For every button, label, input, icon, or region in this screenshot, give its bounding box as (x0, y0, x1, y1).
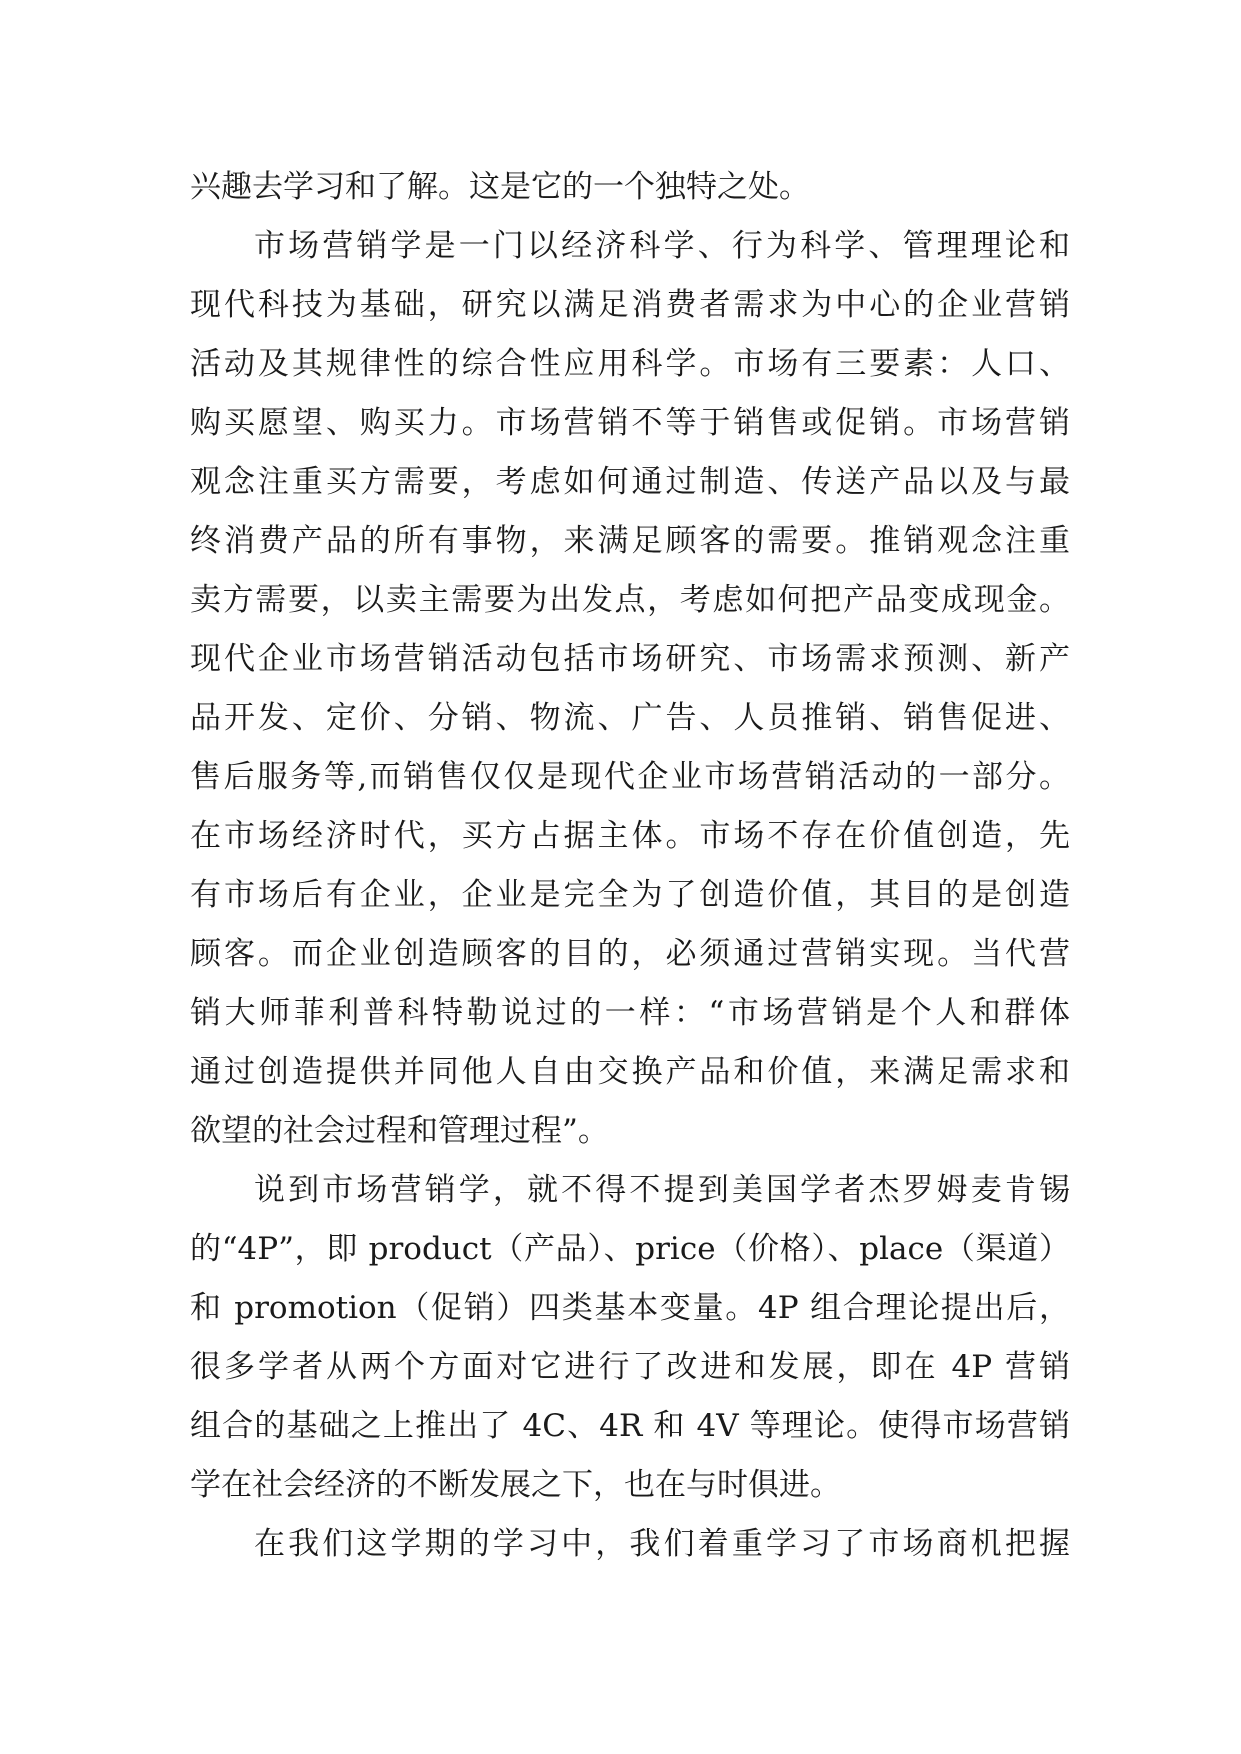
text-line: 和 promotion（促销）四类基本变量。4P 组合理论提出后， (190, 1290, 1070, 1326)
body-text (190, 158, 1070, 1574)
text-line: 卖方需要，以卖主需要为出发点，考虑如何把产品变成现金。 (190, 582, 1070, 618)
text-line: 观念注重买方需要，考虑如何通过制造、传送产品以及与最 (190, 464, 1070, 500)
text-line: 购买愿望、购买力。市场营销不等于销售或促销。市场营销 (190, 405, 1070, 441)
paragraph-start-line: 说到市场营销学，就不得不提到美国学者杰罗姆麦肯锡 (254, 1172, 1070, 1208)
text-line: 品开发、定价、分销、物流、广告、人员推销、销售促进、 (190, 700, 1070, 736)
text-line: 有市场后有企业，企业是完全为了创造价值，其目的是创造 (190, 877, 1070, 913)
paragraph-start-line: 在我们这学期的学习中，我们着重学习了市场商机把握 (254, 1526, 1070, 1562)
text-line: 通过创造提供并同他人自由交换产品和价值，来满足需求和 (190, 1054, 1070, 1090)
text-line: 很多学者从两个方面对它进行了改进和发展，即在 4P 营销 (190, 1349, 1070, 1385)
text-line: 顾客。而企业创造顾客的目的，必须通过营销实现。当代营 (190, 936, 1070, 972)
text-line: 现代企业市场营销活动包括市场研究、市场需求预测、新产 (190, 641, 1070, 677)
text-line: 现代科技为基础，研究以满足消费者需求为中心的企业营销 (190, 287, 1070, 323)
text-line: 终消费产品的所有事物，来满足顾客的需要。推销观念注重 (190, 523, 1070, 559)
text-line: 组合的基础之上推出了 4C、4R 和 4V 等理论。使得市场营销 (190, 1408, 1070, 1444)
text-line: 欲望的社会过程和管理过程”。 (190, 1113, 609, 1149)
text-line: 销大师菲利普科特勒说过的一样：“市场营销是个人和群体 (190, 995, 1070, 1031)
text-line: 兴趣去学习和了解。这是它的一个独特之处。 (190, 169, 810, 205)
text-line: 售后服务等,而销售仅仅是现代企业市场营销活动的一部分。 (190, 759, 1070, 795)
text-line: 的“4P”，即 product（产品）、price（价格）、place（渠道） (190, 1231, 1070, 1267)
text-line: 在市场经济时代，买方占据主体。市场不存在价值创造，先 (190, 818, 1070, 854)
text-line: 活动及其规律性的综合性应用科学。市场有三要素：人口、 (190, 346, 1070, 382)
text-line: 学在社会经济的不断发展之下，也在与时俱进。 (190, 1467, 841, 1503)
paragraph-start-line: 市场营销学是一门以经济科学、行为科学、管理理论和 (254, 228, 1070, 264)
